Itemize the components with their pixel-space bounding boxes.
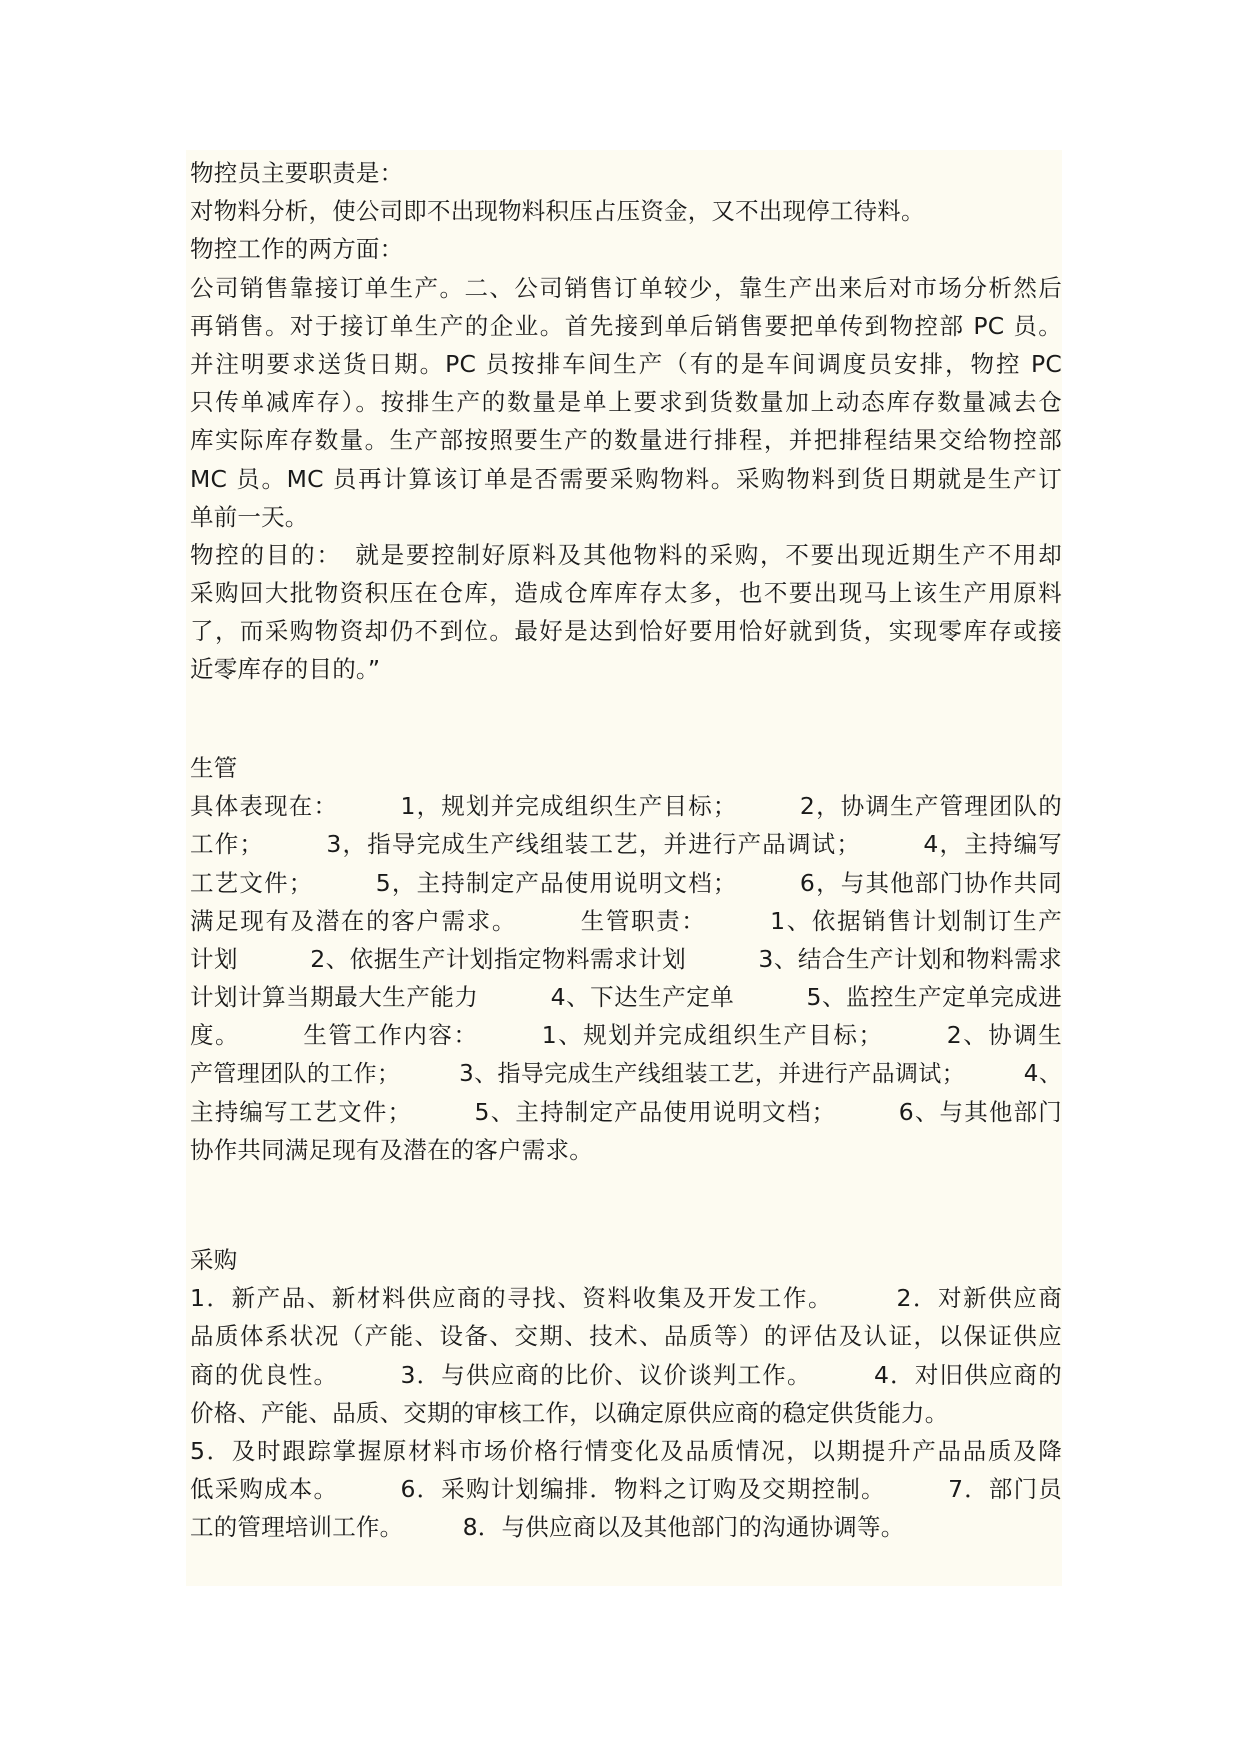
- paragraph-line: 物控员主要职责是：: [190, 159, 404, 187]
- section-wukong: [190, 154, 1062, 689]
- paragraph-line: MC 员。MC 员再计算该订单是否需要采购物料。采购物料到货日期就是生产订: [190, 464, 1062, 493]
- paragraph-line: 并注明要求送货日期。PC 员按排车间生产（有的是车间调度员安排，物控 PC: [190, 349, 1062, 378]
- paragraph-line: 公司销售靠接订单生产。二、公司销售订单较少，靠生产出来后对市场分析然后: [190, 273, 1062, 302]
- paragraph-line: 近零库存的目的。”: [190, 655, 381, 684]
- paragraph-line: 协作共同满足现有及潜在的客户需求。: [190, 1135, 593, 1164]
- paragraph-line: 产管理团队的工作； 3、指导完成生产线组装工艺，并进行产品调试； 4、: [190, 1060, 1062, 1087]
- section-shengguan: [190, 749, 1062, 1169]
- paragraph-line: 只传单减库存）。按排生产的数量是单上要求到货数量加上动态库存数量减去仓: [190, 388, 1062, 417]
- section-caigou: [190, 1241, 1062, 1547]
- paragraph-line: 对物料分析，使公司即不出现物料积压占压资金，又不出现停工待料。: [190, 197, 925, 226]
- paragraph-line: 工艺文件； 5，主持制定产品使用说明文档； 6，与其他部门协作共同: [190, 868, 1062, 897]
- paragraph-line: 工的管理培训工作。 8．与供应商以及其他部门的沟通协调等。: [190, 1513, 905, 1542]
- paragraph-line: 采购回大批物资积压在仓库，造成仓库库存太多，也不要出现马上该生产用原料: [190, 579, 1062, 608]
- paragraph-line: 1．新产品、新材料供应商的寻找、资料收集及开发工作。 2．对新供应商: [190, 1284, 1062, 1313]
- paragraph-line: 物控的目的： 就是要控制好原料及其他物料的采购，不要出现近期生产不用却: [190, 540, 1062, 569]
- paragraph-line: 满足现有及潜在的客户需求。 生管职责： 1、依据销售计划制订生产: [190, 906, 1062, 935]
- paragraph-line: 具体表现在： 1，规划并完成组织生产目标； 2，协调生产管理团队的: [190, 792, 1062, 821]
- paragraph-line: 价格、产能、品质、交期的审核工作，以确定原供应商的稳定供货能力。: [190, 1398, 949, 1427]
- section-heading: 生管: [190, 754, 238, 782]
- paragraph-line: 5．及时跟踪掌握原材料市场价格行情变化及品质情况，以期提升产品品质及降: [190, 1436, 1062, 1465]
- paragraph-line: 了，而采购物资却仍不到位。最好是达到恰好要用恰好就到货，实现零库存或接: [190, 617, 1062, 646]
- paragraph-line: 商的优良性。 3．与供应商的比价、议价谈判工作。 4．对旧供应商的: [190, 1360, 1062, 1389]
- paragraph-line: 低采购成本。 6．采购计划编排．物料之订购及交期控制。 7．部门员: [190, 1475, 1062, 1504]
- paragraph-line: 物控工作的两方面：: [190, 235, 404, 264]
- paragraph-line: 工作； 3，指导完成生产线组装工艺，并进行产品调试； 4，主持编写: [190, 830, 1062, 859]
- paragraph-line: 品质体系状况（产能、设备、交期、技术、品质等）的评估及认证，以保证供应: [190, 1322, 1062, 1351]
- paragraph-line: 单前一天。: [190, 502, 309, 531]
- paragraph-line: 库实际库存数量。生产部按照要生产的数量进行排程，并把排程结果交给物控部: [190, 426, 1062, 455]
- paragraph-line: 度。 生管工作内容： 1、规划并完成组织生产目标； 2、协调生: [190, 1021, 1062, 1050]
- section-heading: 采购: [190, 1246, 238, 1274]
- paragraph-line: 计划计算当期最大生产能力 4、下达生产定单 5、监控生产定单完成进: [190, 983, 1062, 1012]
- paragraph-line: 计划 2、依据生产计划指定物料需求计划 3、结合生产计划和物料需求: [190, 944, 1062, 973]
- paragraph-line: 再销售。对于接订单生产的企业。首先接到单后销售要把单传到物控部 PC 员。: [190, 311, 1062, 340]
- paragraph-line: 主持编写工艺文件； 5、主持制定产品使用说明文档； 6、与其他部门: [190, 1097, 1062, 1126]
